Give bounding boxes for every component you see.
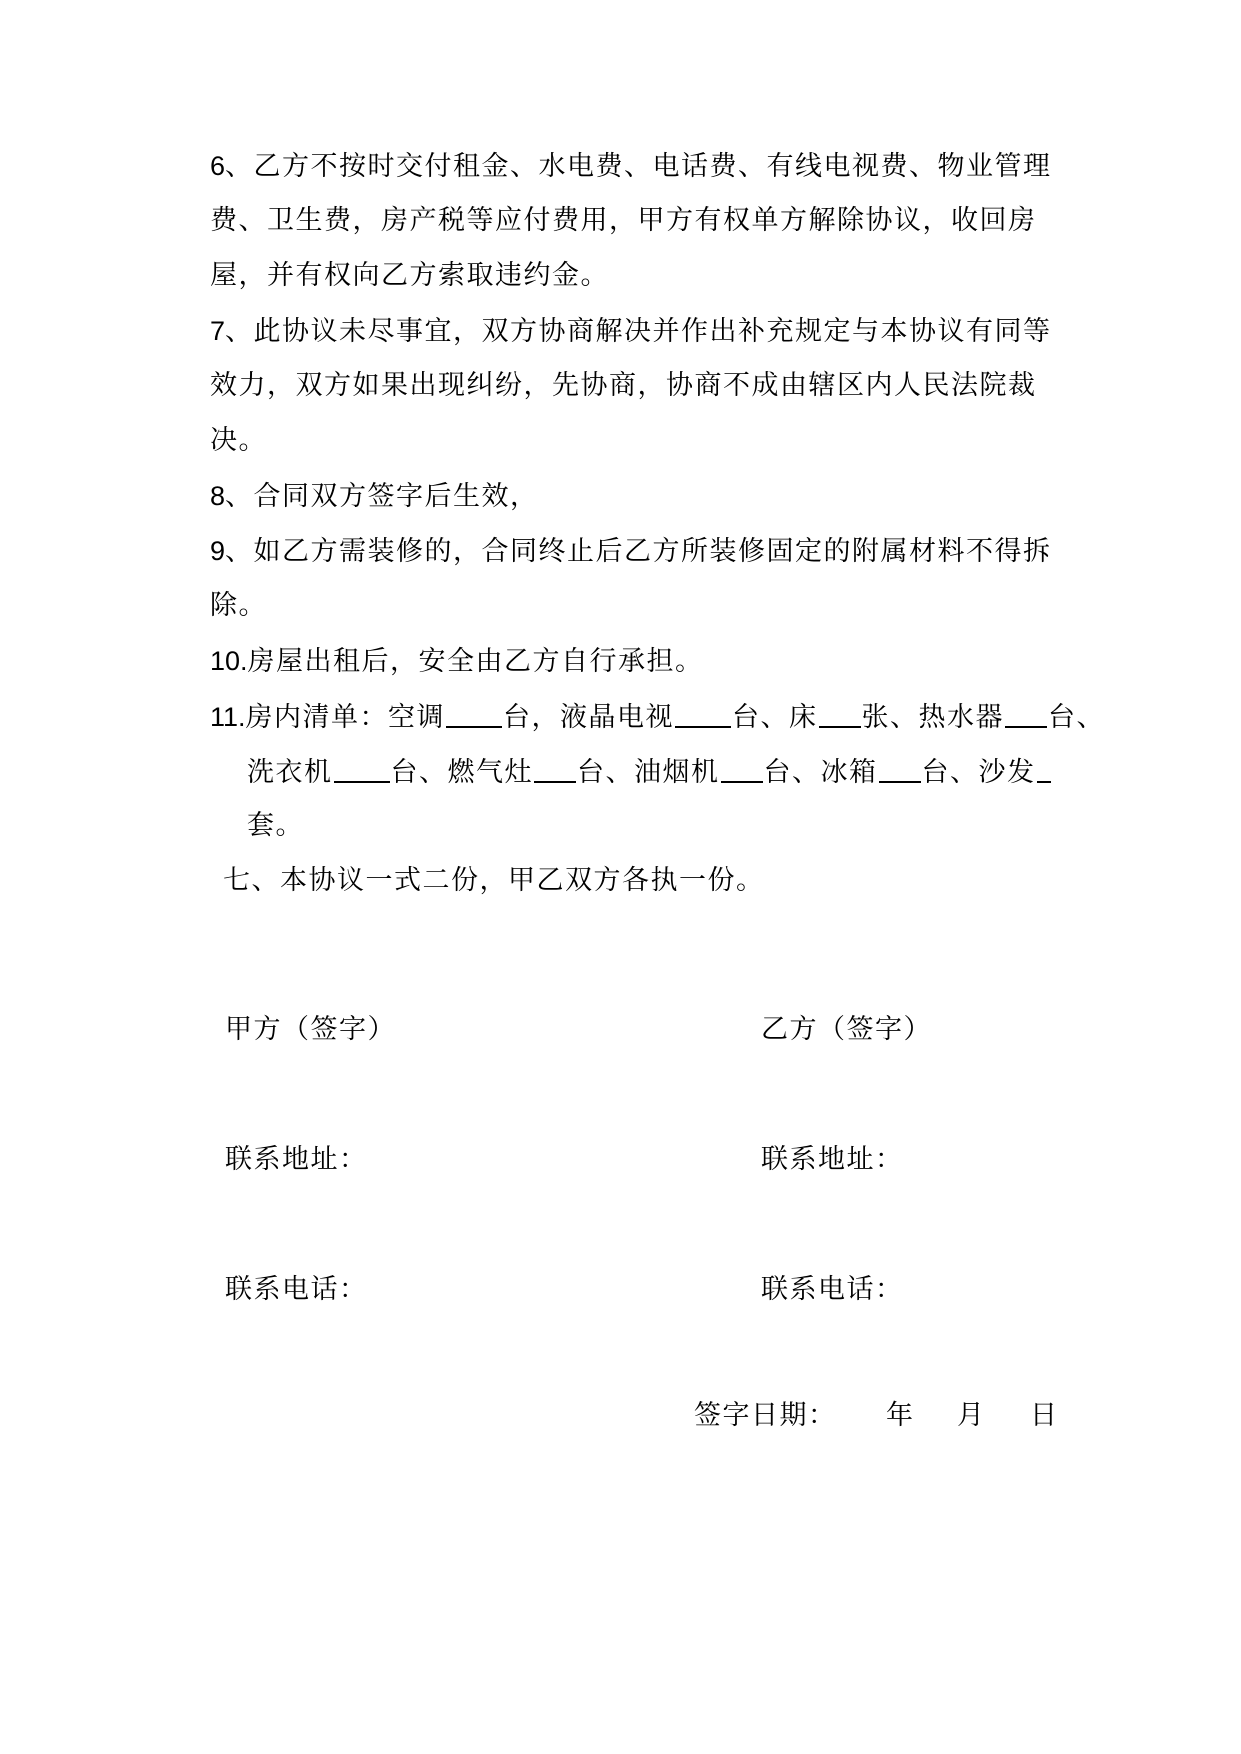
clause-7-line-2: 效力，双方如果出现纠纷，先协商，协商不成由辖区内人民法院裁 bbox=[210, 370, 1037, 401]
clause-7-line-3: 决。 bbox=[210, 425, 267, 456]
inventory-text: 台、油烟机 bbox=[577, 757, 720, 788]
clause-9-number: 9 bbox=[210, 536, 226, 566]
tv-count-blank[interactable] bbox=[675, 698, 731, 728]
sign-date-label: 签字日期： bbox=[694, 1400, 837, 1431]
inventory-text: 台、燃气灶 bbox=[390, 757, 533, 788]
aircon-count-blank[interactable] bbox=[446, 698, 502, 728]
clause-6-number: 6 bbox=[210, 151, 226, 181]
final-clause: 七、本协议一式二份，甲乙双方各执一份。 bbox=[223, 865, 765, 896]
bed-count-blank[interactable] bbox=[819, 698, 861, 728]
inventory-line-2 bbox=[247, 753, 1052, 791]
clause-10-line-1 bbox=[210, 643, 704, 680]
inventory-text: 台、冰箱 bbox=[763, 757, 878, 788]
washer-count-blank[interactable] bbox=[334, 753, 390, 783]
inventory-text: 台、床 bbox=[732, 702, 818, 733]
range-hood-count-blank[interactable] bbox=[721, 753, 763, 783]
inventory-number: 11. bbox=[210, 702, 246, 732]
sign-date-year: 年 bbox=[886, 1400, 915, 1431]
clause-10-text-1: 房屋出租后，安全由乙方自行承担。 bbox=[247, 646, 704, 677]
inventory-text: 台、 bbox=[1048, 702, 1106, 733]
water-heater-count-blank[interactable] bbox=[1005, 698, 1047, 728]
clause-9-text-1: 、如乙方需装修的，合同终止后乙方所装修固定的附属材料不得拆 bbox=[225, 536, 1052, 567]
clause-7-number: 7 bbox=[210, 316, 226, 346]
clause-6-text-1: 、乙方不按时交付租金、水电费、电话费、有线电视费、物业管理 bbox=[225, 151, 1052, 182]
clause-9-line-1 bbox=[210, 533, 1052, 570]
party-a-phone-label: 联系电话： bbox=[225, 1274, 368, 1305]
party-b-address-label: 联系地址： bbox=[761, 1144, 904, 1175]
inventory-line-3: 套。 bbox=[247, 810, 304, 841]
clause-8-text-1: 、合同双方签字后生效， bbox=[225, 481, 539, 512]
party-b-phone-label: 联系电话： bbox=[761, 1274, 904, 1305]
inventory-line-1 bbox=[210, 698, 1105, 736]
party-a-address-label: 联系地址： bbox=[225, 1144, 368, 1175]
party-a-signature-label: 甲方（签字） bbox=[225, 1014, 396, 1045]
party-b-signature-label: 乙方（签字） bbox=[761, 1014, 932, 1045]
clause-6-line-1 bbox=[210, 148, 1052, 185]
clause-6-line-3: 屋，并有权向乙方索取违约金。 bbox=[210, 260, 609, 291]
inventory-lead: 房内清单：空调 bbox=[245, 702, 446, 733]
clause-9-line-2: 除。 bbox=[210, 590, 267, 621]
inventory-text: 台，液晶电视 bbox=[503, 702, 675, 733]
clause-10-number: 10. bbox=[210, 646, 248, 676]
clause-8-line-1 bbox=[210, 478, 539, 515]
clause-7-text-1: 、此协议未尽事宜，双方协商解决并作出补充规定与本协议有同等 bbox=[225, 316, 1052, 347]
clause-8-number: 8 bbox=[210, 481, 226, 511]
sofa-count-blank[interactable] bbox=[1037, 753, 1051, 783]
clause-7-line-1 bbox=[210, 313, 1052, 350]
clause-6-line-2: 费、卫生费，房产税等应付费用，甲方有权单方解除协议，收回房 bbox=[210, 205, 1037, 236]
fridge-count-blank[interactable] bbox=[879, 753, 921, 783]
inventory-text: 洗衣机 bbox=[247, 757, 333, 788]
inventory-text: 张、热水器 bbox=[861, 702, 1005, 733]
gas-stove-count-blank[interactable] bbox=[534, 753, 576, 783]
inventory-text: 台、沙发 bbox=[921, 757, 1036, 788]
sign-date-day: 日 bbox=[1030, 1400, 1059, 1431]
sign-date-month: 月 bbox=[957, 1400, 986, 1431]
